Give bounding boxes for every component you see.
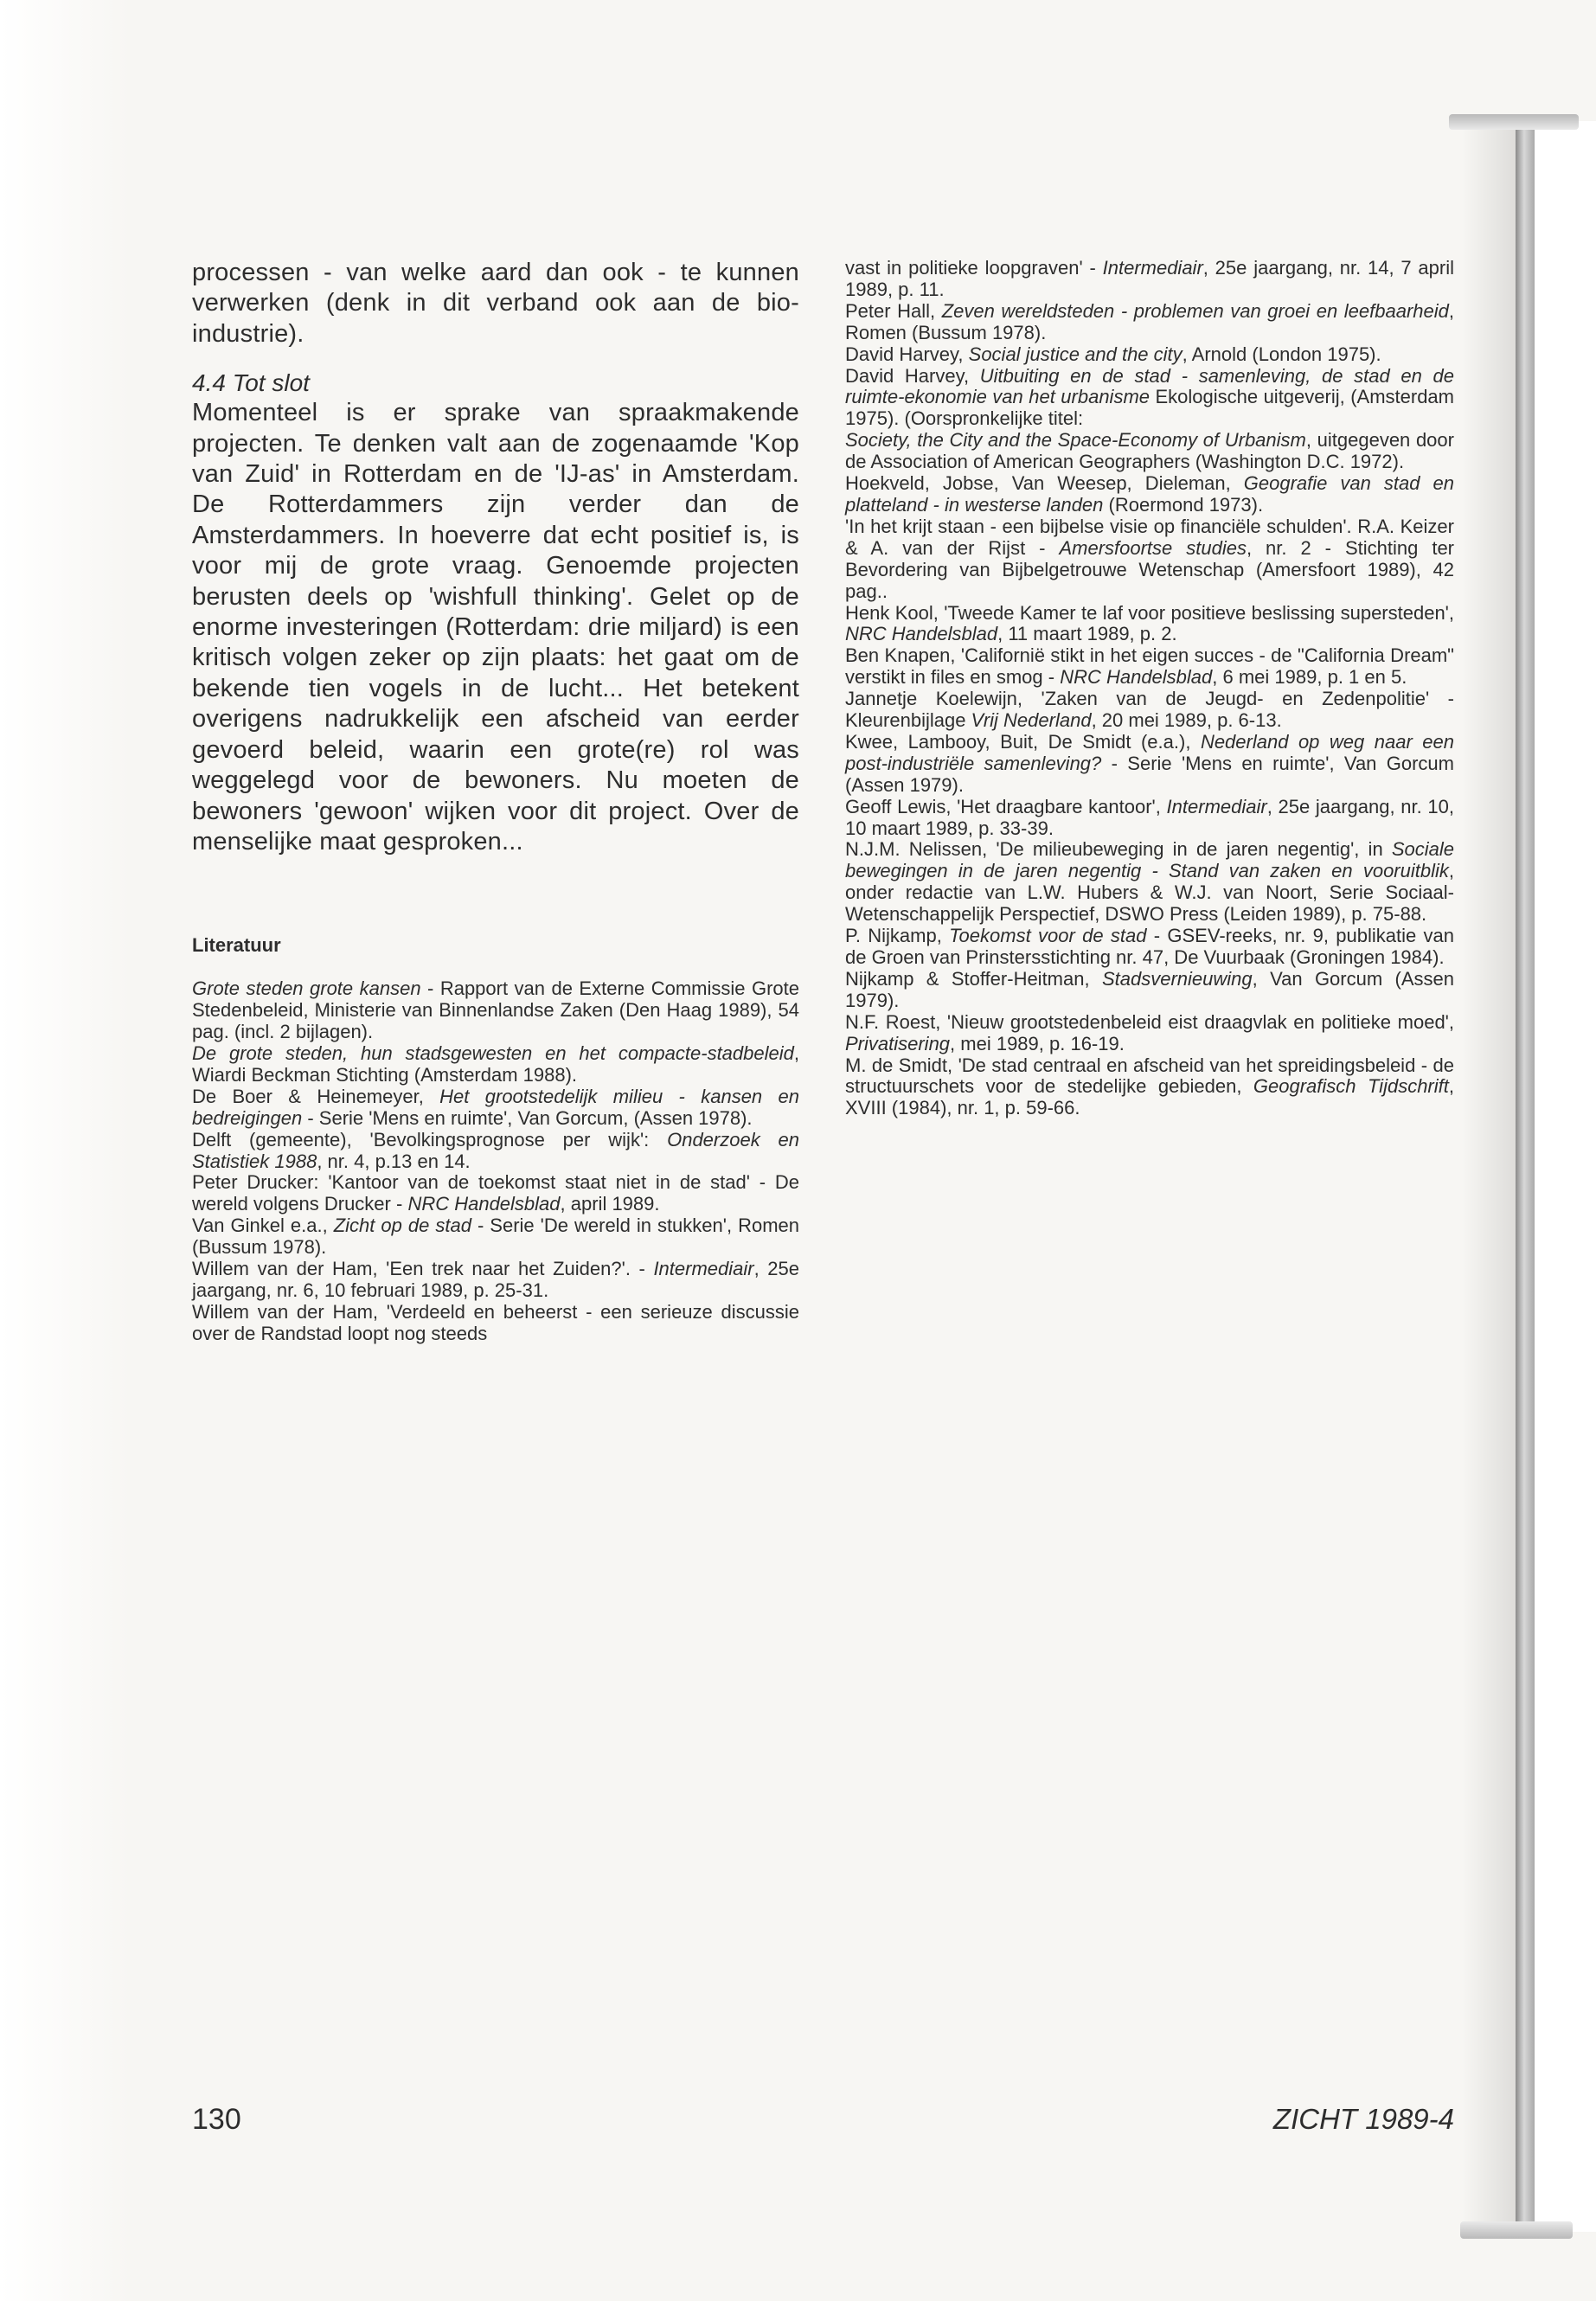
reference-entry xyxy=(192,1172,799,1215)
reference-details: , 25e jaargang, nr. 14, 7 april 1989, p. 11. xyxy=(845,257,1454,300)
reference-details: - Rapport van de Externe Commissie Grote Stedenbeleid, Ministerie van Binnenlandse Zaken (Den Haag 1989), 54 pag. (incl. 2 bijlagen). xyxy=(192,977,799,1043)
reference-details: - Serie 'Mens en ruimte', Van Gorcum (Assen 1979). xyxy=(845,752,1454,796)
reference-title: Onderzoek en Statistiek 1988 xyxy=(192,1128,800,1172)
book-binding xyxy=(1516,121,1535,2232)
reference-entry xyxy=(845,366,1454,431)
reference-title: Het grootstedelijk milieu - kansen en bedreigingen xyxy=(192,1085,799,1129)
reference-entry xyxy=(845,732,1454,797)
reference-details: , nr. 2 - Stichting ter Bevordering van Bijbelgetrouwe Wetenschap (Amersfoort 1989), 42 pag.. xyxy=(845,536,1454,602)
reference-text: Ben Knapen, 'Californië stikt in het eigen succes - de "California Dream" verstikt in files en smog - xyxy=(845,644,1454,689)
reference-entry xyxy=(192,1086,799,1130)
reference-entry xyxy=(845,689,1454,732)
reference-entry xyxy=(192,1302,799,1345)
section-heading: 4.4 Tot slot xyxy=(192,369,310,397)
reference-details: - Serie 'Mens en ruimte', Van Gorcum, (Assen 1978). xyxy=(302,1106,753,1129)
reference-details: , nr. 4, p.13 en 14. xyxy=(317,1150,471,1172)
reference-details: , Wiardi Beckman Stichting (Amsterdam 1988). xyxy=(192,1042,799,1086)
binding-clip-bottom xyxy=(1460,2221,1573,2239)
reference-title: NRC Handelsblad xyxy=(845,623,998,645)
intro-paragraph: processen - van welke aard dan ook - te kunnen verwerken (denk in dit verband ook aan de bio-industrie). xyxy=(192,259,799,348)
reference-text: Henk Kool, 'Tweede Kamer te laf voor positieve beslissing supersteden', xyxy=(845,601,1454,624)
reference-text: Kwee, Lambooy, Buit, De Smidt (e.a.), xyxy=(845,730,1201,753)
reference-title: Intermediair xyxy=(1102,257,1203,279)
reference-title: Geografie van stad en platteland - in westerse landen xyxy=(845,472,1454,516)
reference-entry xyxy=(845,839,1454,926)
reference-text: N.J.M. Nelissen, 'De milieubeweging in de jaren negentig', in xyxy=(845,838,1392,861)
reference-details: , 25e jaargang, nr. 6, 10 februari 1989, p. 25-31. xyxy=(192,1258,799,1301)
reference-text: Jannetje Koelewijn, 'Zaken van de Jeugd- en Zedenpolitie' - Kleurenbijlage xyxy=(845,688,1454,732)
reference-details: , Arnold (London 1975). xyxy=(1182,343,1381,365)
reference-entry xyxy=(845,473,1454,516)
magazine-issue: ZICHT 1989-4 xyxy=(1272,2103,1454,2135)
page-margin xyxy=(0,0,130,2301)
reference-title: NRC Handelsblad xyxy=(407,1193,561,1215)
reference-entry xyxy=(845,645,1454,689)
reference-title: Stadsvernieuwing xyxy=(1101,967,1253,990)
reference-text: Geoff Lewis, 'Het draagbare kantoor', xyxy=(845,795,1167,817)
reference-entry xyxy=(845,969,1454,1012)
reference-text: De Boer & Heinemeyer, xyxy=(192,1085,440,1107)
reference-entry xyxy=(845,1055,1454,1120)
reference-details: , 25e jaargang, nr. 10, 10 maart 1989, p. 33-39. xyxy=(845,795,1454,839)
reference-details: , Romen (Bussum 1978). xyxy=(845,299,1454,343)
reference-title: Grote steden grote kansen xyxy=(192,977,421,1000)
reference-title: Toekomst voor de stad xyxy=(949,925,1147,947)
reference-title: Amersfoortse studies xyxy=(1059,536,1247,559)
reference-title: Uitbuiting en de stad - samenleving, de stad en de ruimte-ekonomie van het urbanisme xyxy=(845,364,1455,408)
reference-text: Willem van der Ham, 'Een trek naar het Zuiden?'. - xyxy=(192,1258,654,1280)
reference-title: Zicht op de stad xyxy=(333,1215,471,1237)
reference-entry xyxy=(192,1259,799,1302)
reference-text: N.F. Roest, 'Nieuw grootstedenbeleid eist draagvlak en politieke moed', xyxy=(845,1010,1454,1033)
reference-text: David Harvey, xyxy=(845,364,980,387)
reference-text: 'In het krijt staan - een bijbelse visie op financiële schulden'. R.A. Keizer & A. van der Rijst - xyxy=(845,515,1454,559)
reference-entry xyxy=(192,978,799,1043)
reference-entry xyxy=(845,926,1454,969)
reference-title: Society, the City and the Space-Economy of Urbanism xyxy=(845,429,1306,452)
reference-details: , mei 1989, p. 16-19. xyxy=(950,1032,1125,1054)
binding-clip-top xyxy=(1449,114,1579,130)
reference-text: Delft (gemeente), 'Bevolkingsprognose per wijk': xyxy=(192,1128,668,1150)
right-column xyxy=(845,258,1454,1119)
reference-text: Peter Drucker: 'Kantoor van de toekomst staat niet in de stad' - De wereld volgens Drucker - xyxy=(192,1171,799,1215)
reference-entry xyxy=(845,1012,1454,1055)
reference-list-left xyxy=(192,978,799,1344)
reference-text: Hoekveld, Jobse, Van Weesep, Dieleman, xyxy=(845,472,1244,495)
reference-details: - GSEV-reeks, nr. 9, publikatie van de Groen van Prinstersstichting nr. 47, De Vuurbaak (Groningen 1984). xyxy=(845,925,1454,968)
reference-entry xyxy=(845,603,1454,646)
reference-title: Nederland op weg naar een post-industriële samenleving? xyxy=(845,730,1454,774)
reference-entry xyxy=(845,797,1454,840)
reference-details: , 6 mei 1989, p. 1 en 5. xyxy=(1212,666,1407,689)
reference-text: Nijkamp & Stoffer-Heitman, xyxy=(845,967,1102,990)
reference-text: Willem van der Ham, 'Verdeeld en beheerst - een serieuze discussie over de Randstad loopt nog steeds xyxy=(192,1300,799,1344)
reference-text: vast in politieke loopgraven' - xyxy=(845,257,1103,279)
reference-details: , 11 maart 1989, p. 2. xyxy=(997,623,1177,645)
reference-details: (Roermond 1973). xyxy=(1103,493,1264,516)
binding-shadow xyxy=(1462,121,1516,2232)
reference-text: M. de Smidt, 'De stad centraal en afscheid van het spreidingsbeleid - de structuurschets voor de stedelijke gebieden, xyxy=(845,1054,1454,1098)
reference-details: , april 1989. xyxy=(560,1193,660,1215)
reference-title: De grote steden, hun stadsgewesten en het compacte-stadbeleid xyxy=(192,1042,794,1065)
reference-text: Peter Hall, xyxy=(845,299,942,322)
reference-details: , uitgegeven door de Association of American Geographers (Washington D.C. 1972). xyxy=(845,429,1454,473)
reference-details: , onder redactie van L.W. Hubers & W.J. van Noort, Serie Sociaal-Wetenschappelijk Perspectief, DSWO Press (Leiden 1989), p. 75-88. xyxy=(845,860,1454,926)
reference-title: Zeven wereldsteden - problemen van groei en leefbaarheid xyxy=(941,299,1449,322)
reference-title: Privatisering xyxy=(845,1032,951,1054)
reference-text: Van Ginkel e.a., xyxy=(192,1215,334,1237)
reference-title: NRC Handelsblad xyxy=(1060,666,1213,689)
reference-entry xyxy=(845,258,1454,301)
reference-entry xyxy=(192,1215,799,1259)
reference-title: Intermediair xyxy=(653,1258,754,1280)
reference-details: Ekologische uitgeverij, (Amsterdam 1975). (Oorspronkelijke titel: xyxy=(845,386,1454,430)
reference-details: , 20 mei 1989, p. 6-13. xyxy=(1091,709,1282,732)
reference-entry xyxy=(845,344,1454,366)
reference-entry xyxy=(845,430,1454,473)
section-paragraph: Momenteel is er sprake van spraakmakende projecten. Te denken valt aan de zogenaamde 'Kop van Zuid' in Rotterdam en de 'IJ-as' in Amsterdam. De Rotterdammers zijn verder dan de Amsterdammers. In hoeverre dat echt positief is, is voor mij de grote vraag. Genoemde projecten berusten deels op 'wishfull thinking'. Gelet op de enorme investeringen (Rotterdam: drie miljard) is een kritisch volgen zeker op zijn plaats: het gaat om de bekende tien vogels in de lucht... Het betekent overigens nadrukkelijk een afscheid van eerder gevoerd beleid, waarin een grote(re) rol was weggelegd voor de bewoners. Nu moeten de bewoners 'gewoon' wijken voor dit project. Over de menselijke maat gesproken... xyxy=(192,399,799,856)
reference-title: Sociale bewegingen in de jaren negentig - Stand van zaken en vooruitblik xyxy=(845,838,1454,882)
literature-heading: Literatuur xyxy=(192,934,281,957)
reference-entry xyxy=(845,516,1454,603)
reference-details: - Serie 'De wereld in stukken', Romen (Bussum 1978). xyxy=(192,1215,800,1259)
reference-title: Intermediair xyxy=(1166,795,1267,817)
reference-details: , XVIII (1984), nr. 1, p. 59-66. xyxy=(845,1075,1454,1119)
reference-title: Social justice and the city xyxy=(968,343,1183,365)
next-page-edge xyxy=(1535,121,1596,2232)
reference-title: Vrij Nederland xyxy=(971,709,1092,732)
reference-text: David Harvey, xyxy=(845,343,969,365)
reference-title: Geografisch Tijdschrift xyxy=(1253,1075,1449,1098)
reference-list-right xyxy=(845,258,1454,1119)
page-number: 130 xyxy=(192,2103,241,2136)
reference-entry xyxy=(845,301,1454,344)
reference-text: P. Nijkamp, xyxy=(845,925,950,947)
reference-entry xyxy=(192,1043,799,1086)
left-column xyxy=(192,258,799,1345)
reference-details: , Van Gorcum (Assen 1979). xyxy=(845,967,1454,1011)
reference-entry xyxy=(192,1130,799,1173)
